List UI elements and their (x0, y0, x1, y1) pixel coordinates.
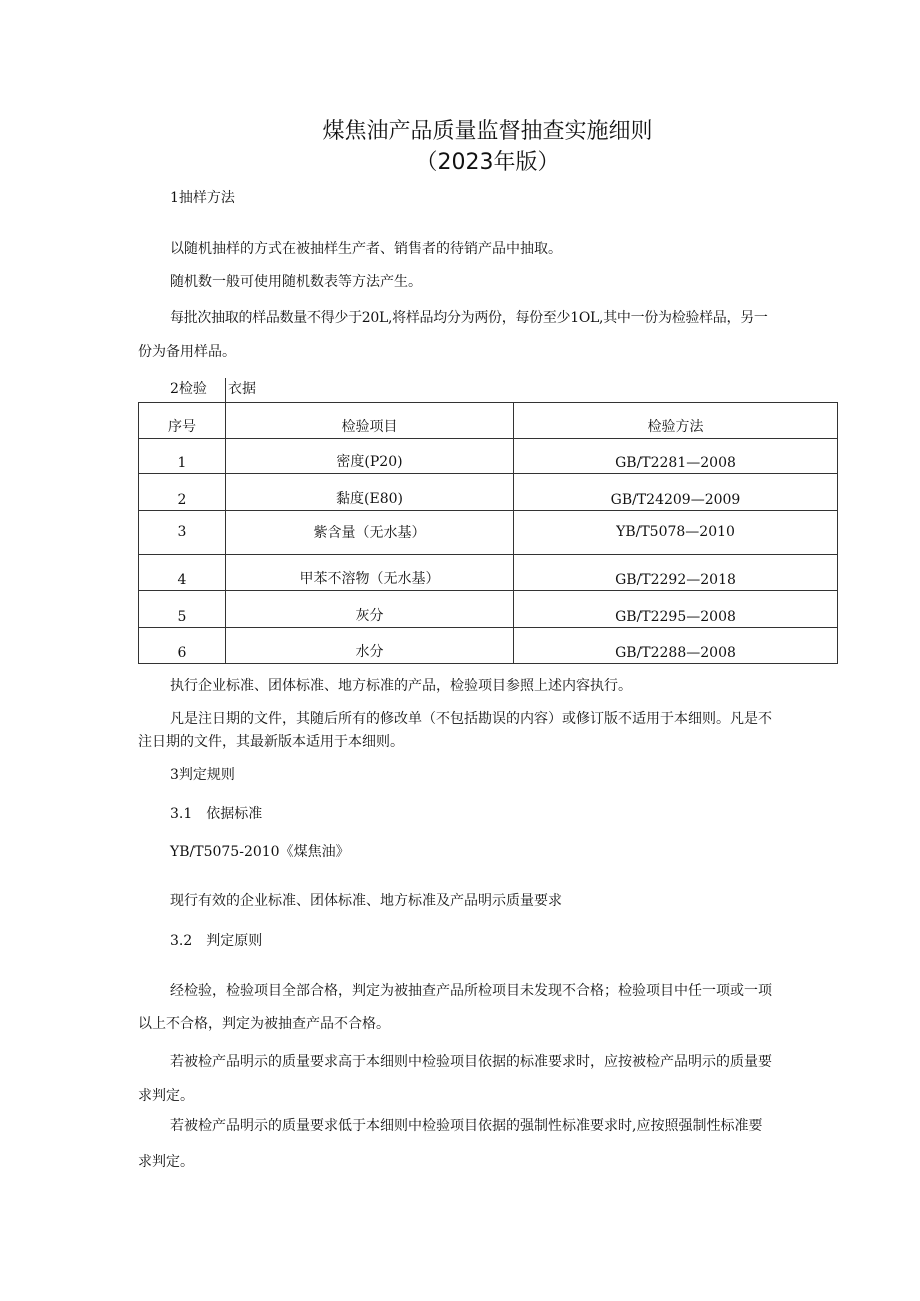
cell: 5 (139, 591, 226, 628)
cell: 2 (139, 474, 226, 511)
table-row (139, 591, 838, 628)
header-cell: 序号 (139, 403, 226, 439)
paragraph: 注日期的文件，其最新版本适用于本细则。 (138, 734, 404, 750)
paragraph: 执行企业标准、团体标准、地方标准的产品，检验项目参照上述内容执行。 (170, 678, 632, 694)
table-row (139, 555, 838, 591)
standard-reference: 现行有效的企业标准、团体标准、地方标准及产品明示质量要求 (170, 893, 562, 909)
table-header-row (139, 403, 838, 439)
cell: GB/T24209—2009 (514, 474, 838, 511)
subsection-heading: 3.1 依据标准 (170, 806, 263, 822)
cell: GB/T2288—2008 (514, 628, 838, 664)
divider (225, 378, 226, 402)
cell: 6 (139, 628, 226, 664)
paragraph: 求判定。 (138, 1088, 194, 1104)
cell: 水分 (226, 628, 514, 664)
paragraph: 以随机抽样的方式在被抽样生产者、销售者的待销产品中抽取。 (170, 241, 562, 257)
paragraph: 凡是注日期的文件，其随后所有的修改单（不包括勘误的内容）或修订版不适用于本细则。凡是不 (170, 711, 772, 727)
paragraph: 若被检产品明示的质量要求高于本细则中检验项目依据的标准要求时，应按被检产品明示的质量要 (170, 1054, 772, 1070)
table-row (139, 439, 838, 474)
cell: 1 (139, 439, 226, 474)
section-1-heading: 1抽样方法 (170, 190, 235, 206)
document-subtitle: （2023年版） (415, 150, 560, 175)
section-3-heading: 3判定规则 (170, 767, 235, 783)
cell: 3 (139, 511, 226, 555)
cell: GB/T2292—2018 (514, 555, 838, 591)
cell: GB/T2295—2008 (514, 591, 838, 628)
table-row (139, 474, 838, 511)
cell: 黏度(E80) (226, 474, 514, 511)
header-cell: 检验方法 (514, 403, 838, 439)
cell: 甲苯不溶物（无水基） (226, 555, 514, 591)
table-row (139, 628, 838, 664)
section-2-heading-cont: 衣据 (228, 381, 256, 397)
cell: 灰分 (226, 591, 514, 628)
section-2-heading: 2检验 (170, 381, 207, 397)
paragraph: 以上不合格，判定为被抽查产品不合格。 (138, 1016, 390, 1032)
subsection-heading: 3.2 判定原则 (170, 933, 263, 949)
paragraph: 每批次抽取的样品数量不得少于20L,将样品均分为两份，每份至少1OL,其中一份为检验样品，另一 (170, 310, 768, 326)
standard-reference: YB/T5075-2010《煤焦油》 (170, 844, 350, 860)
inspection-table (138, 402, 838, 664)
cell: YB/T5078—2010 (514, 511, 838, 555)
paragraph: 份为备用样品。 (138, 344, 236, 360)
paragraph: 若被检产品明示的质量要求低于本细则中检验项目依据的强制性标准要求时,应按照强制性标准要 (170, 1118, 763, 1134)
document-title: 煤焦油产品质量监督抽查实施细则 (322, 119, 653, 144)
header-cell: 检验项目 (226, 403, 514, 439)
cell: 密度(P20) (226, 439, 514, 474)
paragraph: 经检验，检验项目全部合格，判定为被抽查产品所检项目未发现不合格；检验项目中任一项或一项 (170, 983, 772, 999)
table-row (139, 511, 838, 555)
cell: GB/T2281—2008 (514, 439, 838, 474)
paragraph: 求判定。 (138, 1154, 194, 1170)
cell: 4 (139, 555, 226, 591)
cell: 紫含量（无水基） (226, 511, 514, 555)
paragraph: 随机数一般可使用随机数表等方法产生。 (170, 274, 422, 290)
